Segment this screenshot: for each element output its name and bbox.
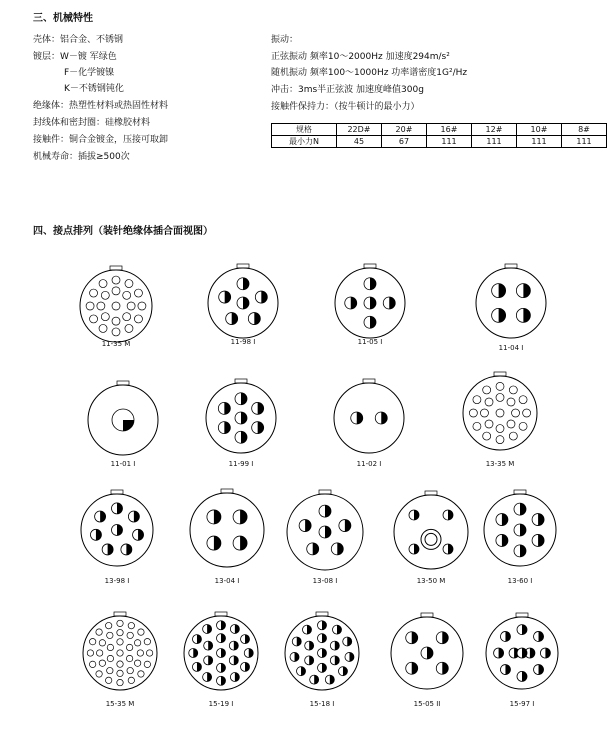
- insulator: 绝缘体：热塑性材料或热固性材料: [33, 101, 169, 111]
- connector-label: 13-04 I: [214, 577, 240, 585]
- table-cell: 20#: [382, 124, 427, 136]
- section4-title: 四、接点排列（装针绝缘体插合面视图）: [33, 226, 213, 237]
- connector-face: [281, 488, 369, 576]
- connector-face: [329, 262, 411, 344]
- connector-face: [457, 370, 543, 456]
- connector-face: [478, 488, 562, 572]
- contacts: 接触件：铜合金镀金，压接可取卸: [33, 135, 169, 145]
- shell-material: 壳体：铝合金、不锈钢: [33, 35, 124, 45]
- table-cell: 8#: [562, 124, 607, 136]
- connector-face: [202, 262, 284, 344]
- random-vibration: 随机振动 频率100～1000Hz 功率谱密度1G²/Hz: [271, 68, 468, 78]
- vibration-heading: 振动：: [271, 35, 299, 45]
- connector-face: [388, 489, 474, 575]
- table-cell: 111: [562, 136, 607, 148]
- retention-table: [271, 123, 607, 148]
- connector-label: 11-98 I: [230, 338, 256, 346]
- table-cell: 12#: [472, 124, 517, 136]
- connector-label: 11-01 I: [110, 460, 136, 468]
- table-cell: 111: [427, 136, 472, 148]
- plating-k: K－不锈钢钝化: [64, 84, 124, 94]
- connector-face: [75, 488, 159, 572]
- connector-face: [328, 377, 410, 459]
- seal: 封线体和密封圈：硅橡胶材料: [33, 118, 151, 128]
- connector-face: [77, 610, 163, 696]
- connector-face: [279, 610, 365, 696]
- connector-label: 13-50 M: [416, 577, 446, 585]
- shock: 冲击：3ms半正弦波 加速度峰值300g: [271, 85, 424, 95]
- table-cell: 16#: [427, 124, 472, 136]
- retention-heading: 接触件保持力：（按牛顿计的最小力）: [271, 102, 420, 112]
- connector-face: [74, 264, 158, 348]
- connector-label: 15-05 II: [413, 700, 441, 708]
- connector-face: [480, 611, 564, 695]
- mechanical-life: 机械寿命：插拔≥500次: [33, 152, 130, 162]
- connector-label: 11-05 I: [357, 338, 383, 346]
- connector-label: 13-98 I: [104, 577, 130, 585]
- table-cell: 111: [517, 136, 562, 148]
- connector-face: [470, 262, 552, 344]
- connector-face: [200, 377, 282, 459]
- table-cell: 22D#: [337, 124, 382, 136]
- connector-label: 11-02 I: [356, 460, 382, 468]
- table-cell: 45: [337, 136, 382, 148]
- connector-label: 15-19 I: [208, 700, 234, 708]
- connector-label: 13-60 I: [507, 577, 533, 585]
- table-row: [272, 136, 607, 148]
- plating-f: F－化学镀镍: [64, 68, 115, 78]
- connector-face: [82, 379, 164, 461]
- connector-label: 11-04 I: [498, 344, 524, 352]
- connector-label: 15-97 I: [509, 700, 535, 708]
- connector-label: 13-35 M: [485, 460, 515, 468]
- connector-label: 15-18 I: [309, 700, 335, 708]
- sine-vibration: 正弦振动 频率10～2000Hz 加速度294m/s²: [271, 52, 450, 62]
- table-cell: 67: [382, 136, 427, 148]
- table-row: [272, 124, 607, 136]
- table-cell: 10#: [517, 124, 562, 136]
- connector-face: [178, 610, 264, 696]
- table-cell: 规格: [272, 124, 337, 136]
- plating-w: 镀层：W－镀 军绿色: [33, 52, 117, 62]
- connector-label: 11-99 I: [228, 460, 254, 468]
- connector-label: 13-08 I: [312, 577, 338, 585]
- table-cell: 最小力N: [272, 136, 337, 148]
- connector-label: 11-35 M: [101, 340, 131, 348]
- table-cell: 111: [472, 136, 517, 148]
- connector-face: [385, 611, 469, 695]
- section3-title: 三、机械特性: [33, 13, 93, 24]
- connector-label: 15-35 M: [105, 700, 135, 708]
- connector-face: [184, 487, 270, 573]
